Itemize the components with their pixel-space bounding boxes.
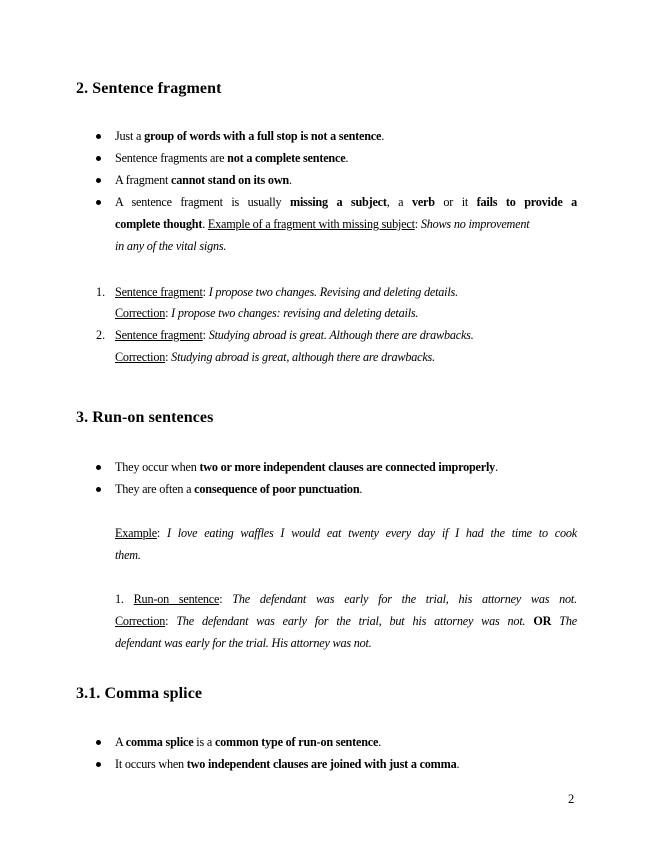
run-on-correction-line: Correction: The defendant was early for the trial, but his attorney was not. OR The xyxy=(115,614,577,628)
bullet-item: A fragment cannot stand on its own. xyxy=(115,173,292,187)
example-fragment-line: Sentence fragment: Studying abroad is great. Although there are drawbacks. xyxy=(115,328,474,342)
bullet-dot xyxy=(96,740,101,745)
section-heading-comma-splice: 3.1. Comma splice xyxy=(76,685,203,702)
bullet-dot xyxy=(96,134,101,139)
bullet-dot xyxy=(96,465,101,470)
bullet-item: It occurs when two independent clauses are joined with just a comma. xyxy=(115,757,460,771)
bullet-dot xyxy=(96,178,101,183)
example-fragment-line: Sentence fragment: I propose two changes. Revising and deleting details. xyxy=(115,285,458,299)
bullet-item: A sentence fragment is usually missing a subject, a verb or it fails to provide a xyxy=(115,195,577,209)
bullet-item: Just a group of words with a full stop is not a sentence. xyxy=(115,129,385,143)
bullet-item: Sentence fragments are not a complete sentence. xyxy=(115,151,349,165)
example-correction-line: Correction: I propose two changes: revising and deleting details. xyxy=(115,306,419,320)
bullet-item: They occur when two or more independent clauses are connected improperly. xyxy=(115,460,498,474)
bullet-dot xyxy=(96,200,101,205)
bullet-item: They are often a consequence of poor punctuation. xyxy=(115,482,363,496)
bullet-item: A comma splice is a common type of run-on sentence. xyxy=(115,735,382,749)
run-on-correction-continuation: defendant was early for the trial. His attorney was not. xyxy=(115,636,372,650)
list-number: 2. xyxy=(96,328,106,342)
section-heading-sentence-fragment: 2. Sentence fragment xyxy=(76,80,222,97)
bullet-dot xyxy=(96,487,101,492)
bullet-item-continuation: in any of the vital signs. xyxy=(115,239,227,253)
example-correction-line: Correction: Studying abroad is great, although there are drawbacks. xyxy=(115,350,435,364)
bullet-item-continuation: complete thought. Example of a fragment with missing subject: Shows no improvement xyxy=(115,217,530,231)
example-line-continuation: them. xyxy=(115,548,141,562)
list-number: 1. xyxy=(96,285,106,299)
bullet-dot xyxy=(96,762,101,767)
example-line: Example: I love eating waffles I would eat twenty every day if I had the time to cook xyxy=(115,526,577,540)
page-number: 2 xyxy=(568,792,575,806)
bullet-dot xyxy=(96,156,101,161)
run-on-example-line: 1. Run-on sentence: The defendant was early for the trial, his attorney was not. xyxy=(115,592,577,606)
section-heading-run-on-sentences: 3. Run-on sentences xyxy=(76,409,214,426)
